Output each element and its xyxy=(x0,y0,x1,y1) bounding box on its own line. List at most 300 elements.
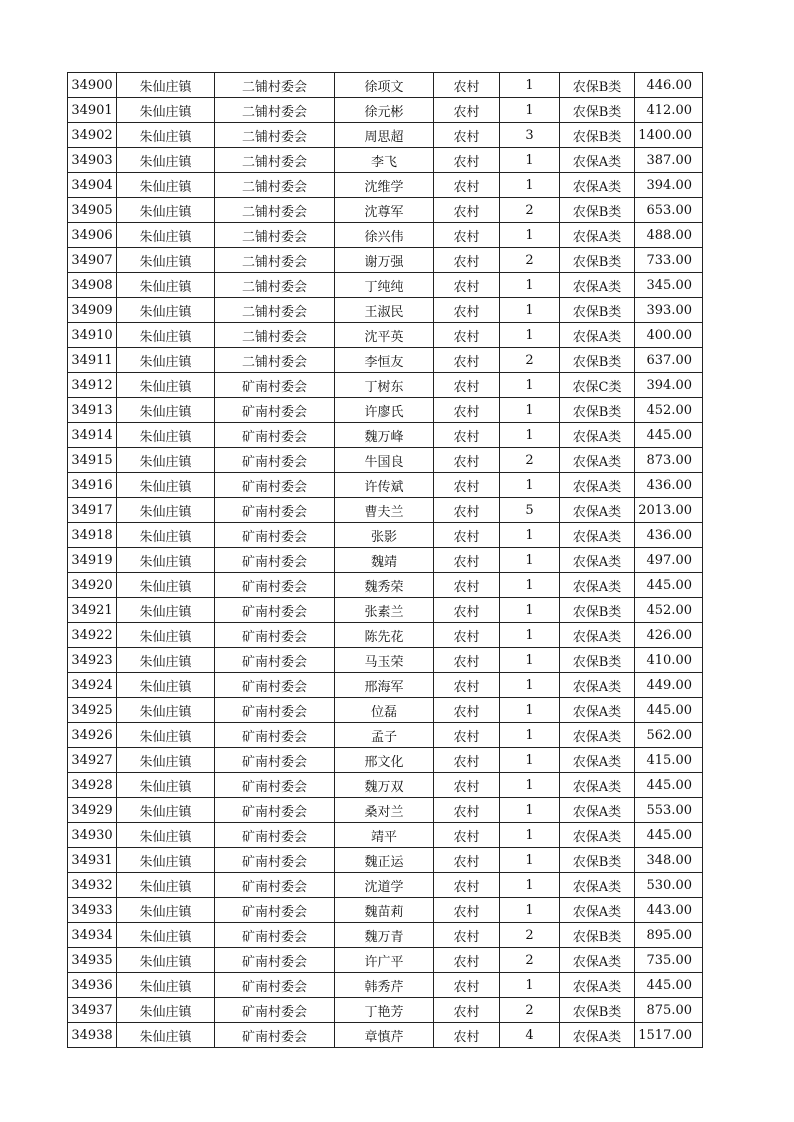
table-row xyxy=(68,223,703,248)
name-cell: 魏万青 xyxy=(335,923,434,948)
table-row xyxy=(68,373,703,398)
record-id-cell: 34905 xyxy=(68,198,117,223)
name-cell: 魏苗莉 xyxy=(335,898,434,923)
household-size-cell: 1 xyxy=(500,773,560,798)
record-id-cell: 34922 xyxy=(68,623,117,648)
amount-cell: 445.00 xyxy=(635,573,703,598)
record-id-cell: 34904 xyxy=(68,173,117,198)
record-id-cell: 34916 xyxy=(68,473,117,498)
town-cell: 朱仙庄镇 xyxy=(117,298,215,323)
name-cell: 魏万峰 xyxy=(335,423,434,448)
village-committee-cell: 矿南村委会 xyxy=(215,373,335,398)
town-cell: 朱仙庄镇 xyxy=(117,98,215,123)
table-row xyxy=(68,873,703,898)
amount-cell: 445.00 xyxy=(635,823,703,848)
record-id-cell: 34912 xyxy=(68,373,117,398)
insurance-category-cell: 农保A类 xyxy=(560,448,635,473)
record-id-cell: 34921 xyxy=(68,598,117,623)
area-type-cell: 农村 xyxy=(434,898,500,923)
name-cell: 陈先花 xyxy=(335,623,434,648)
household-size-cell: 2 xyxy=(500,448,560,473)
table-row xyxy=(68,298,703,323)
household-size-cell: 2 xyxy=(500,198,560,223)
name-cell: 徐项文 xyxy=(335,73,434,98)
household-size-cell: 1 xyxy=(500,623,560,648)
household-size-cell: 1 xyxy=(500,473,560,498)
town-cell: 朱仙庄镇 xyxy=(117,323,215,348)
household-size-cell: 2 xyxy=(500,948,560,973)
insurance-category-cell: 农保A类 xyxy=(560,773,635,798)
name-cell: 周思超 xyxy=(335,123,434,148)
record-id-cell: 34930 xyxy=(68,823,117,848)
name-cell: 魏万双 xyxy=(335,773,434,798)
name-cell: 王淑民 xyxy=(335,298,434,323)
table-row xyxy=(68,548,703,573)
area-type-cell: 农村 xyxy=(434,948,500,973)
amount-cell: 733.00 xyxy=(635,248,703,273)
table-row xyxy=(68,273,703,298)
town-cell: 朱仙庄镇 xyxy=(117,948,215,973)
table-row xyxy=(68,1023,703,1048)
town-cell: 朱仙庄镇 xyxy=(117,723,215,748)
area-type-cell: 农村 xyxy=(434,748,500,773)
area-type-cell: 农村 xyxy=(434,673,500,698)
area-type-cell: 农村 xyxy=(434,448,500,473)
village-committee-cell: 二铺村委会 xyxy=(215,223,335,248)
name-cell: 许传斌 xyxy=(335,473,434,498)
table-row xyxy=(68,423,703,448)
insurance-category-cell: 农保A类 xyxy=(560,948,635,973)
table-row xyxy=(68,123,703,148)
area-type-cell: 农村 xyxy=(434,398,500,423)
village-committee-cell: 矿南村委会 xyxy=(215,998,335,1023)
table-row xyxy=(68,98,703,123)
record-id-cell: 34936 xyxy=(68,973,117,998)
name-cell: 章慎芹 xyxy=(335,1023,434,1048)
village-committee-cell: 矿南村委会 xyxy=(215,473,335,498)
table-row xyxy=(68,998,703,1023)
village-committee-cell: 矿南村委会 xyxy=(215,773,335,798)
area-type-cell: 农村 xyxy=(434,1023,500,1048)
table-row xyxy=(68,448,703,473)
household-size-cell: 1 xyxy=(500,423,560,448)
village-committee-cell: 矿南村委会 xyxy=(215,923,335,948)
amount-cell: 873.00 xyxy=(635,448,703,473)
amount-cell: 875.00 xyxy=(635,998,703,1023)
town-cell: 朱仙庄镇 xyxy=(117,373,215,398)
household-size-cell: 2 xyxy=(500,348,560,373)
insurance-category-cell: 农保A类 xyxy=(560,548,635,573)
area-type-cell: 农村 xyxy=(434,373,500,398)
household-size-cell: 1 xyxy=(500,548,560,573)
record-id-cell: 34925 xyxy=(68,698,117,723)
area-type-cell: 农村 xyxy=(434,273,500,298)
household-size-cell: 2 xyxy=(500,248,560,273)
household-size-cell: 1 xyxy=(500,848,560,873)
insurance-category-cell: 农保B类 xyxy=(560,98,635,123)
table-row xyxy=(68,473,703,498)
village-committee-cell: 矿南村委会 xyxy=(215,748,335,773)
household-size-cell: 1 xyxy=(500,973,560,998)
name-cell: 李飞 xyxy=(335,148,434,173)
household-size-cell: 3 xyxy=(500,123,560,148)
insurance-category-cell: 农保A类 xyxy=(560,223,635,248)
insurance-category-cell: 农保A类 xyxy=(560,1023,635,1048)
village-committee-cell: 矿南村委会 xyxy=(215,873,335,898)
insurance-category-cell: 农保A类 xyxy=(560,823,635,848)
area-type-cell: 农村 xyxy=(434,173,500,198)
village-committee-cell: 二铺村委会 xyxy=(215,323,335,348)
amount-cell: 2013.00 xyxy=(635,498,703,523)
household-size-cell: 2 xyxy=(500,923,560,948)
insurance-category-cell: 农保A类 xyxy=(560,148,635,173)
record-id-cell: 34915 xyxy=(68,448,117,473)
household-size-cell: 1 xyxy=(500,523,560,548)
household-size-cell: 1 xyxy=(500,223,560,248)
town-cell: 朱仙庄镇 xyxy=(117,248,215,273)
insurance-category-cell: 农保A类 xyxy=(560,323,635,348)
town-cell: 朱仙庄镇 xyxy=(117,848,215,873)
area-type-cell: 农村 xyxy=(434,323,500,348)
village-committee-cell: 矿南村委会 xyxy=(215,948,335,973)
insurance-category-cell: 农保B类 xyxy=(560,648,635,673)
record-id-cell: 34934 xyxy=(68,923,117,948)
household-size-cell: 1 xyxy=(500,98,560,123)
table-row xyxy=(68,148,703,173)
area-type-cell: 农村 xyxy=(434,773,500,798)
table-row xyxy=(68,898,703,923)
village-committee-cell: 矿南村委会 xyxy=(215,698,335,723)
name-cell: 许廖氏 xyxy=(335,398,434,423)
household-size-cell: 1 xyxy=(500,73,560,98)
table-row xyxy=(68,498,703,523)
area-type-cell: 农村 xyxy=(434,623,500,648)
village-committee-cell: 矿南村委会 xyxy=(215,448,335,473)
area-type-cell: 农村 xyxy=(434,848,500,873)
insurance-category-cell: 农保B类 xyxy=(560,998,635,1023)
name-cell: 许广平 xyxy=(335,948,434,973)
table-row xyxy=(68,673,703,698)
town-cell: 朱仙庄镇 xyxy=(117,698,215,723)
town-cell: 朱仙庄镇 xyxy=(117,423,215,448)
insurance-category-cell: 农保A类 xyxy=(560,873,635,898)
name-cell: 孟子 xyxy=(335,723,434,748)
name-cell: 李恒友 xyxy=(335,348,434,373)
household-size-cell: 1 xyxy=(500,573,560,598)
area-type-cell: 农村 xyxy=(434,473,500,498)
name-cell: 沈道学 xyxy=(335,873,434,898)
village-committee-cell: 矿南村委会 xyxy=(215,823,335,848)
village-committee-cell: 矿南村委会 xyxy=(215,573,335,598)
amount-cell: 393.00 xyxy=(635,298,703,323)
household-size-cell: 1 xyxy=(500,698,560,723)
area-type-cell: 农村 xyxy=(434,73,500,98)
insurance-category-cell: 农保A类 xyxy=(560,673,635,698)
amount-cell: 443.00 xyxy=(635,898,703,923)
town-cell: 朱仙庄镇 xyxy=(117,273,215,298)
area-type-cell: 农村 xyxy=(434,723,500,748)
area-type-cell: 农村 xyxy=(434,998,500,1023)
name-cell: 马玉荣 xyxy=(335,648,434,673)
insurance-category-cell: 农保B类 xyxy=(560,298,635,323)
amount-cell: 394.00 xyxy=(635,373,703,398)
amount-cell: 530.00 xyxy=(635,873,703,898)
record-id-cell: 34923 xyxy=(68,648,117,673)
name-cell: 韩秀芹 xyxy=(335,973,434,998)
table-row xyxy=(68,73,703,98)
village-committee-cell: 矿南村委会 xyxy=(215,498,335,523)
village-committee-cell: 矿南村委会 xyxy=(215,548,335,573)
table-row xyxy=(68,323,703,348)
area-type-cell: 农村 xyxy=(434,973,500,998)
name-cell: 牛国良 xyxy=(335,448,434,473)
area-type-cell: 农村 xyxy=(434,873,500,898)
household-size-cell: 1 xyxy=(500,823,560,848)
town-cell: 朱仙庄镇 xyxy=(117,598,215,623)
insurance-category-cell: 农保C类 xyxy=(560,373,635,398)
village-committee-cell: 矿南村委会 xyxy=(215,1023,335,1048)
village-committee-cell: 矿南村委会 xyxy=(215,598,335,623)
town-cell: 朱仙庄镇 xyxy=(117,173,215,198)
town-cell: 朱仙庄镇 xyxy=(117,548,215,573)
household-size-cell: 1 xyxy=(500,723,560,748)
table-row xyxy=(68,823,703,848)
town-cell: 朱仙庄镇 xyxy=(117,623,215,648)
name-cell: 魏秀荣 xyxy=(335,573,434,598)
insurance-category-cell: 农保B类 xyxy=(560,348,635,373)
town-cell: 朱仙庄镇 xyxy=(117,773,215,798)
amount-cell: 497.00 xyxy=(635,548,703,573)
household-size-cell: 1 xyxy=(500,673,560,698)
record-id-cell: 34918 xyxy=(68,523,117,548)
amount-cell: 348.00 xyxy=(635,848,703,873)
name-cell: 魏靖 xyxy=(335,548,434,573)
table-row xyxy=(68,598,703,623)
village-committee-cell: 二铺村委会 xyxy=(215,148,335,173)
insurance-category-cell: 农保A类 xyxy=(560,698,635,723)
table-row xyxy=(68,723,703,748)
household-size-cell: 1 xyxy=(500,173,560,198)
household-size-cell: 1 xyxy=(500,798,560,823)
name-cell: 丁艳芳 xyxy=(335,998,434,1023)
record-id-cell: 34902 xyxy=(68,123,117,148)
table-row xyxy=(68,648,703,673)
name-cell: 张影 xyxy=(335,523,434,548)
town-cell: 朱仙庄镇 xyxy=(117,473,215,498)
village-committee-cell: 矿南村委会 xyxy=(215,423,335,448)
name-cell: 丁纯纯 xyxy=(335,273,434,298)
town-cell: 朱仙庄镇 xyxy=(117,73,215,98)
record-id-cell: 34914 xyxy=(68,423,117,448)
amount-cell: 562.00 xyxy=(635,723,703,748)
insurance-category-cell: 农保A类 xyxy=(560,423,635,448)
household-size-cell: 5 xyxy=(500,498,560,523)
insurance-category-cell: 农保A类 xyxy=(560,623,635,648)
area-type-cell: 农村 xyxy=(434,823,500,848)
name-cell: 丁树东 xyxy=(335,373,434,398)
insurance-category-cell: 农保B类 xyxy=(560,848,635,873)
table-row xyxy=(68,348,703,373)
name-cell: 沈平英 xyxy=(335,323,434,348)
amount-cell: 436.00 xyxy=(635,523,703,548)
name-cell: 徐兴伟 xyxy=(335,223,434,248)
area-type-cell: 农村 xyxy=(434,498,500,523)
area-type-cell: 农村 xyxy=(434,348,500,373)
amount-cell: 452.00 xyxy=(635,398,703,423)
amount-cell: 488.00 xyxy=(635,223,703,248)
record-id-cell: 34937 xyxy=(68,998,117,1023)
amount-cell: 345.00 xyxy=(635,273,703,298)
village-committee-cell: 二铺村委会 xyxy=(215,298,335,323)
area-type-cell: 农村 xyxy=(434,423,500,448)
table-row xyxy=(68,623,703,648)
area-type-cell: 农村 xyxy=(434,198,500,223)
amount-cell: 449.00 xyxy=(635,673,703,698)
household-size-cell: 1 xyxy=(500,273,560,298)
amount-cell: 436.00 xyxy=(635,473,703,498)
insurance-category-cell: 农保B类 xyxy=(560,73,635,98)
town-cell: 朱仙庄镇 xyxy=(117,923,215,948)
village-committee-cell: 二铺村委会 xyxy=(215,98,335,123)
amount-cell: 412.00 xyxy=(635,98,703,123)
name-cell: 靖平 xyxy=(335,823,434,848)
table-row xyxy=(68,198,703,223)
insurance-category-cell: 农保B类 xyxy=(560,248,635,273)
household-size-cell: 1 xyxy=(500,898,560,923)
name-cell: 曹夫兰 xyxy=(335,498,434,523)
record-id-cell: 34911 xyxy=(68,348,117,373)
area-type-cell: 农村 xyxy=(434,923,500,948)
name-cell: 位磊 xyxy=(335,698,434,723)
amount-cell: 394.00 xyxy=(635,173,703,198)
town-cell: 朱仙庄镇 xyxy=(117,448,215,473)
area-type-cell: 农村 xyxy=(434,573,500,598)
village-committee-cell: 矿南村委会 xyxy=(215,848,335,873)
village-committee-cell: 二铺村委会 xyxy=(215,198,335,223)
town-cell: 朱仙庄镇 xyxy=(117,498,215,523)
town-cell: 朱仙庄镇 xyxy=(117,823,215,848)
amount-cell: 445.00 xyxy=(635,423,703,448)
area-type-cell: 农村 xyxy=(434,598,500,623)
amount-cell: 445.00 xyxy=(635,973,703,998)
town-cell: 朱仙庄镇 xyxy=(117,973,215,998)
village-committee-cell: 二铺村委会 xyxy=(215,348,335,373)
roster-body xyxy=(68,73,703,1048)
village-committee-cell: 矿南村委会 xyxy=(215,623,335,648)
table-row xyxy=(68,398,703,423)
household-size-cell: 4 xyxy=(500,1023,560,1048)
area-type-cell: 农村 xyxy=(434,98,500,123)
household-size-cell: 1 xyxy=(500,398,560,423)
insurance-category-cell: 农保B类 xyxy=(560,123,635,148)
record-id-cell: 34926 xyxy=(68,723,117,748)
name-cell: 桑对兰 xyxy=(335,798,434,823)
village-committee-cell: 二铺村委会 xyxy=(215,73,335,98)
amount-cell: 895.00 xyxy=(635,923,703,948)
village-committee-cell: 矿南村委会 xyxy=(215,398,335,423)
village-committee-cell: 矿南村委会 xyxy=(215,898,335,923)
name-cell: 邢海军 xyxy=(335,673,434,698)
record-id-cell: 34924 xyxy=(68,673,117,698)
village-committee-cell: 矿南村委会 xyxy=(215,973,335,998)
village-committee-cell: 二铺村委会 xyxy=(215,123,335,148)
record-id-cell: 34901 xyxy=(68,98,117,123)
amount-cell: 1517.00 xyxy=(635,1023,703,1048)
insurance-category-cell: 农保B类 xyxy=(560,398,635,423)
amount-cell: 1400.00 xyxy=(635,123,703,148)
insurance-category-cell: 农保A类 xyxy=(560,173,635,198)
village-committee-cell: 二铺村委会 xyxy=(215,173,335,198)
table-row xyxy=(68,573,703,598)
table-row xyxy=(68,748,703,773)
amount-cell: 446.00 xyxy=(635,73,703,98)
village-committee-cell: 矿南村委会 xyxy=(215,673,335,698)
household-size-cell: 1 xyxy=(500,748,560,773)
insurance-category-cell: 农保A类 xyxy=(560,798,635,823)
table-row xyxy=(68,923,703,948)
village-committee-cell: 矿南村委会 xyxy=(215,523,335,548)
name-cell: 沈尊军 xyxy=(335,198,434,223)
record-id-cell: 34932 xyxy=(68,873,117,898)
insurance-category-cell: 农保A类 xyxy=(560,748,635,773)
table-row xyxy=(68,248,703,273)
amount-cell: 415.00 xyxy=(635,748,703,773)
area-type-cell: 农村 xyxy=(434,123,500,148)
amount-cell: 653.00 xyxy=(635,198,703,223)
area-type-cell: 农村 xyxy=(434,298,500,323)
town-cell: 朱仙庄镇 xyxy=(117,673,215,698)
name-cell: 邢文化 xyxy=(335,748,434,773)
household-size-cell: 1 xyxy=(500,298,560,323)
amount-cell: 735.00 xyxy=(635,948,703,973)
table-row xyxy=(68,698,703,723)
area-type-cell: 农村 xyxy=(434,798,500,823)
household-size-cell: 1 xyxy=(500,148,560,173)
table-row xyxy=(68,773,703,798)
roster-table xyxy=(67,72,703,1048)
household-size-cell: 1 xyxy=(500,598,560,623)
record-id-cell: 34920 xyxy=(68,573,117,598)
town-cell: 朱仙庄镇 xyxy=(117,573,215,598)
insurance-category-cell: 农保A类 xyxy=(560,473,635,498)
record-id-cell: 34907 xyxy=(68,248,117,273)
name-cell: 张素兰 xyxy=(335,598,434,623)
town-cell: 朱仙庄镇 xyxy=(117,1023,215,1048)
record-id-cell: 34929 xyxy=(68,798,117,823)
amount-cell: 445.00 xyxy=(635,773,703,798)
area-type-cell: 农村 xyxy=(434,523,500,548)
insurance-category-cell: 农保A类 xyxy=(560,498,635,523)
area-type-cell: 农村 xyxy=(434,698,500,723)
area-type-cell: 农村 xyxy=(434,148,500,173)
town-cell: 朱仙庄镇 xyxy=(117,348,215,373)
record-id-cell: 34906 xyxy=(68,223,117,248)
insurance-category-cell: 农保A类 xyxy=(560,523,635,548)
record-id-cell: 34900 xyxy=(68,73,117,98)
record-id-cell: 34908 xyxy=(68,273,117,298)
amount-cell: 445.00 xyxy=(635,698,703,723)
town-cell: 朱仙庄镇 xyxy=(117,998,215,1023)
insurance-category-cell: 农保A类 xyxy=(560,573,635,598)
record-id-cell: 34928 xyxy=(68,773,117,798)
village-committee-cell: 二铺村委会 xyxy=(215,248,335,273)
household-size-cell: 1 xyxy=(500,648,560,673)
record-id-cell: 34909 xyxy=(68,298,117,323)
record-id-cell: 34910 xyxy=(68,323,117,348)
area-type-cell: 农村 xyxy=(434,248,500,273)
amount-cell: 637.00 xyxy=(635,348,703,373)
town-cell: 朱仙庄镇 xyxy=(117,223,215,248)
